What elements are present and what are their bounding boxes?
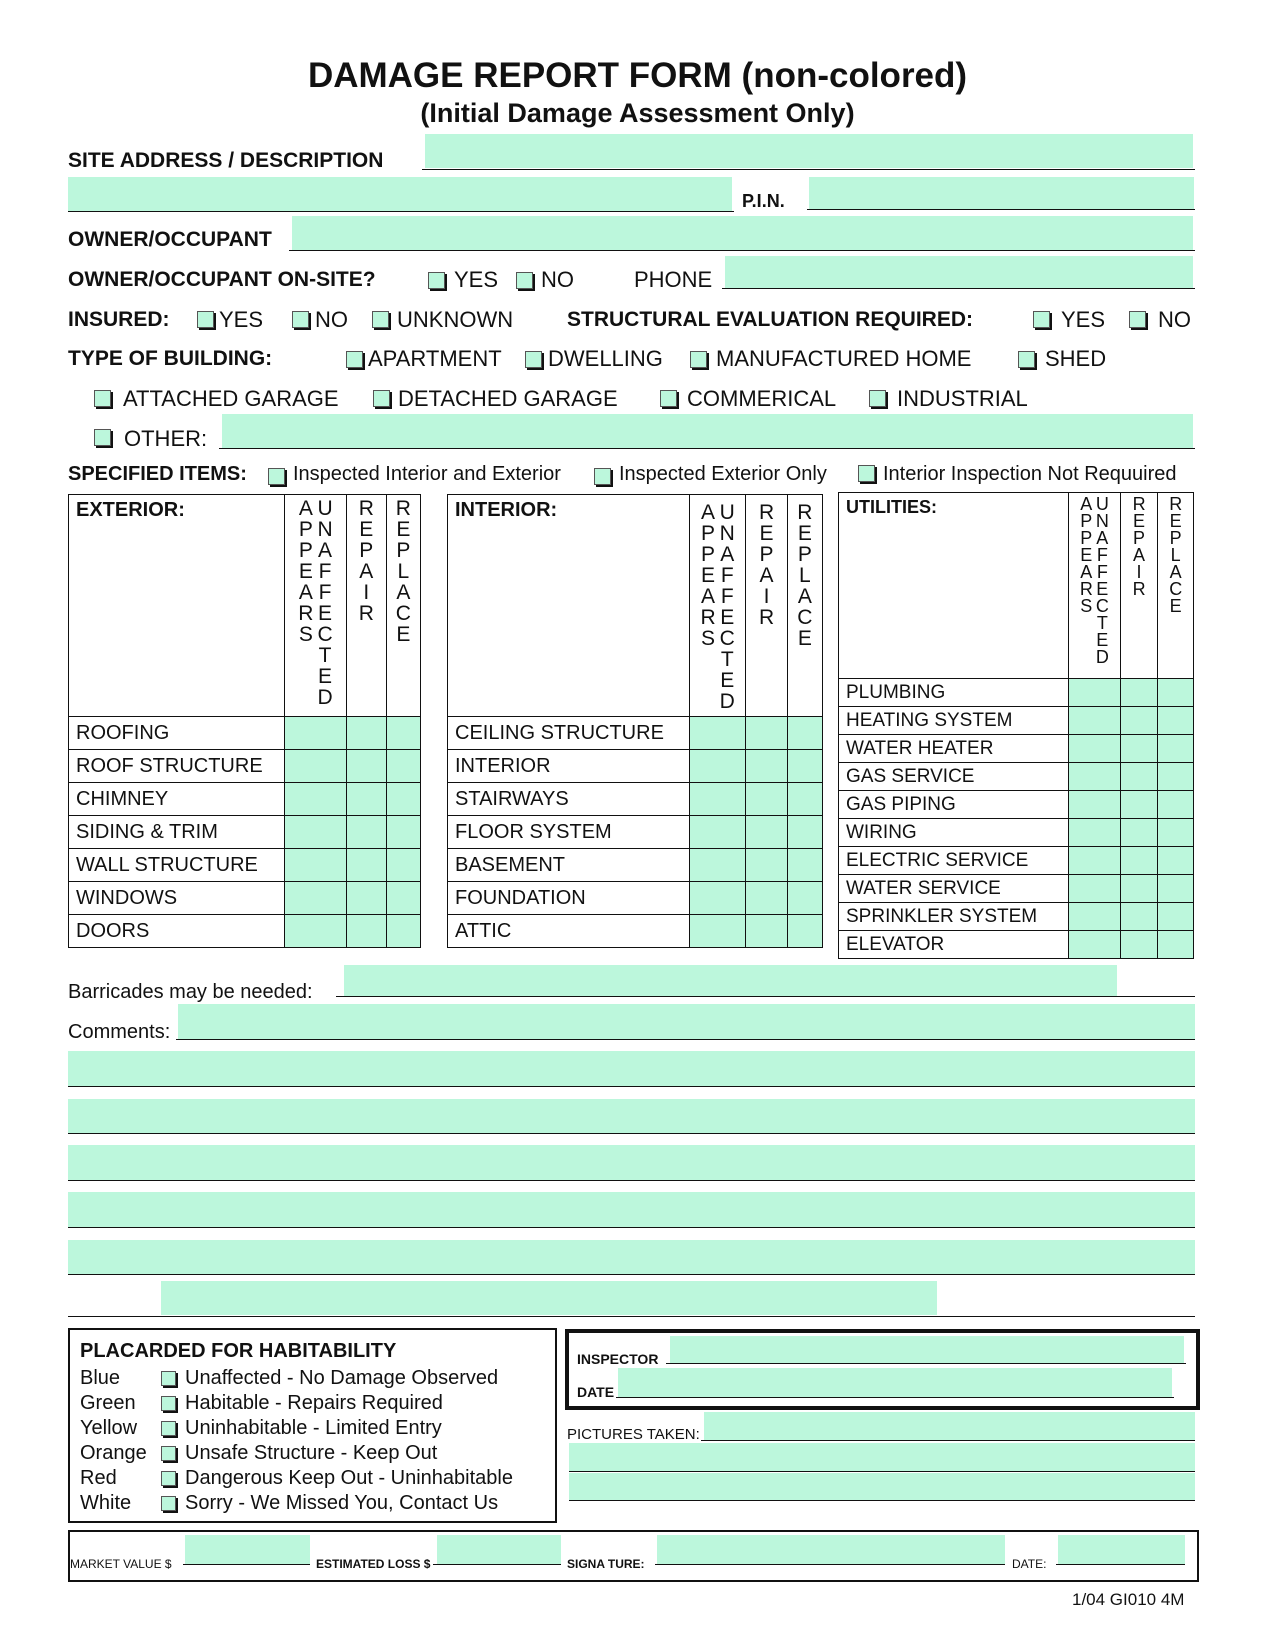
replace-cell[interactable]	[1158, 931, 1194, 959]
form-subtitle: (Initial Damage Assessment Only)	[420, 98, 855, 128]
pin-label: P.I.N.	[742, 191, 785, 211]
interior-item: FLOOR SYSTEM	[448, 816, 690, 849]
placard-color: Green	[80, 1392, 136, 1414]
repair-cell[interactable]	[746, 717, 787, 750]
manufactured-home-checkbox[interactable]	[690, 351, 707, 368]
attached-garage-label: ATTACHED GARAGE	[123, 386, 339, 411]
apartment-label: APARTMENT	[368, 346, 502, 371]
interior-item: FOUNDATION	[448, 882, 690, 915]
interior-item: CEILING STRUCTURE	[448, 717, 690, 750]
unaffected-cell[interactable]	[285, 783, 347, 816]
inspector-field[interactable]	[670, 1336, 1184, 1363]
repair-cell[interactable]	[1120, 819, 1158, 847]
repair-cell[interactable]	[1120, 679, 1158, 707]
industrial-label: INDUSTRIAL	[897, 386, 1028, 411]
exterior-item: ROOF STRUCTURE	[69, 750, 285, 783]
structural-no-label: NO	[1158, 307, 1191, 332]
unaffected-cell[interactable]	[285, 816, 347, 849]
dwelling-checkbox[interactable]	[525, 351, 542, 368]
replace-cell[interactable]	[386, 882, 420, 915]
replace-header: R E P L A C E	[787, 495, 822, 717]
insured-unknown-checkbox[interactable]	[372, 311, 389, 328]
unaffected-header: U N A F F E C T E D	[719, 501, 735, 713]
repair-cell[interactable]	[1120, 875, 1158, 903]
placard-color: Red	[80, 1467, 117, 1489]
replace-cell[interactable]	[1158, 707, 1194, 735]
shed-checkbox[interactable]	[1018, 351, 1035, 368]
manufactured-home-label: MANUFACTURED HOME	[716, 346, 972, 371]
placard-white-checkbox[interactable]	[161, 1496, 176, 1511]
repair-cell[interactable]	[346, 882, 386, 915]
building-type-label: TYPE OF BUILDING:	[68, 347, 273, 370]
phone-label: PHONE	[634, 267, 713, 292]
repair-cell[interactable]	[1120, 791, 1158, 819]
shed-label: SHED	[1045, 346, 1107, 371]
inspected-exterior-label: Inspected Exterior Only	[619, 463, 827, 485]
interior-item: STAIRWAYS	[448, 783, 690, 816]
onsite-no-label: NO	[541, 267, 574, 292]
repair-cell[interactable]	[1120, 763, 1158, 791]
placard-text: Dangerous Keep Out - Uninhabitable	[185, 1467, 513, 1489]
insured-no-label: NO	[315, 307, 348, 332]
repair-cell[interactable]	[346, 750, 386, 783]
utilities-item: ELECTRIC SERVICE	[839, 847, 1069, 875]
estimated-loss-label: ESTIMATED LOSS $	[316, 1557, 431, 1571]
market-value-label: MARKET VALUE $	[70, 1557, 172, 1571]
placard-heading: PLACARDED FOR HABITABILITY	[80, 1340, 397, 1362]
utilities-item: WATER SERVICE	[839, 875, 1069, 903]
placard-color: Orange	[80, 1442, 147, 1464]
placard-text: Unsafe Structure - Keep Out	[185, 1442, 438, 1464]
unaffected-cell[interactable]	[285, 717, 347, 750]
unaffected-cell[interactable]	[285, 849, 347, 882]
repair-cell[interactable]	[1120, 707, 1158, 735]
repair-cell[interactable]	[746, 783, 787, 816]
pictures-field-3[interactable]	[569, 1473, 1195, 1500]
replace-cell[interactable]	[386, 750, 420, 783]
unaffected-cell[interactable]	[689, 882, 745, 915]
utilities-item: ELEVATOR	[839, 931, 1069, 959]
replace-cell[interactable]	[1158, 763, 1194, 791]
replace-cell[interactable]	[1158, 819, 1194, 847]
exterior-item: WALL STRUCTURE	[69, 849, 285, 882]
repair-cell[interactable]	[346, 915, 386, 948]
interior-table	[447, 494, 823, 948]
repair-header: R E P A I R	[1120, 493, 1158, 679]
replace-cell[interactable]	[386, 816, 420, 849]
signature-field[interactable]	[657, 1535, 1005, 1564]
appears-unaffected-header	[689, 495, 745, 717]
structural-yes-checkbox[interactable]	[1033, 311, 1050, 328]
repair-cell[interactable]	[746, 849, 787, 882]
inspector-label: INSPECTOR	[577, 1351, 659, 1367]
replace-cell[interactable]	[787, 849, 822, 882]
replace-cell[interactable]	[787, 750, 822, 783]
replace-cell[interactable]	[1158, 847, 1194, 875]
replace-cell[interactable]	[1158, 875, 1194, 903]
placard-color: Yellow	[80, 1417, 138, 1439]
utilities-item: GAS SERVICE	[839, 763, 1069, 791]
pictures-field-2[interactable]	[569, 1443, 1195, 1471]
unaffected-cell[interactable]	[1068, 735, 1120, 763]
other-checkbox[interactable]	[94, 429, 111, 446]
insured-yes-label: YES	[219, 307, 264, 332]
replace-cell[interactable]	[386, 717, 420, 750]
industrial-checkbox[interactable]	[869, 390, 886, 407]
exterior-item: DOORS	[69, 915, 285, 948]
placard-text: Uninhabitable - Limited Entry	[185, 1417, 442, 1439]
pictures-field-1[interactable]	[704, 1412, 1195, 1440]
unaffected-cell[interactable]	[689, 783, 745, 816]
onsite-no-checkbox[interactable]	[516, 272, 533, 289]
interior-item: INTERIOR	[448, 750, 690, 783]
repair-cell[interactable]	[746, 750, 787, 783]
footer-date-label: DATE:	[1012, 1557, 1047, 1571]
appears-header: A P P E A R S	[1079, 494, 1093, 616]
placard-text: Sorry - We Missed You, Contact Us	[185, 1492, 499, 1514]
insured-unknown-label: UNKNOWN	[397, 307, 514, 332]
detached-garage-label: DETACHED GARAGE	[398, 386, 618, 411]
repair-cell[interactable]	[346, 849, 386, 882]
comments-field-3[interactable]	[68, 1099, 1195, 1133]
form-title: DAMAGE REPORT FORM (non-colored)	[307, 56, 968, 95]
placard-color: Blue	[80, 1367, 121, 1389]
replace-cell[interactable]	[1158, 903, 1194, 931]
repair-cell[interactable]	[1120, 931, 1158, 959]
utilities-item: HEATING SYSTEM	[839, 707, 1069, 735]
interior-item: BASEMENT	[448, 849, 690, 882]
market-value-field[interactable]	[185, 1535, 310, 1564]
replace-cell[interactable]	[386, 849, 420, 882]
repair-cell[interactable]	[746, 882, 787, 915]
unaffected-cell[interactable]	[1068, 679, 1120, 707]
exterior-table	[68, 494, 421, 948]
comments-field-2[interactable]	[68, 1051, 1195, 1086]
onsite-label: OWNER/OCCUPANT ON-SITE?	[68, 268, 376, 291]
utilities-item: SPRINKLER SYSTEM	[839, 903, 1069, 931]
replace-cell[interactable]	[1158, 791, 1194, 819]
barricades-field[interactable]	[344, 965, 1117, 996]
detached-garage-checkbox[interactable]	[373, 390, 390, 407]
unaffected-cell[interactable]	[285, 915, 347, 948]
placard-green-checkbox[interactable]	[161, 1396, 176, 1411]
appears-unaffected-header	[285, 495, 347, 717]
utilities-item: WATER HEATER	[839, 735, 1069, 763]
replace-cell[interactable]	[386, 915, 420, 948]
signature-label: SIGNA TURE:	[567, 1557, 645, 1571]
unaffected-header: U N A F F E C T E D	[1095, 494, 1109, 667]
repair-cell[interactable]	[1120, 903, 1158, 931]
placard-orange-checkbox[interactable]	[161, 1446, 176, 1461]
comments-field-5[interactable]	[68, 1192, 1195, 1227]
specified-items-label: SPECIFIED ITEMS:	[68, 463, 247, 485]
apartment-checkbox[interactable]	[346, 351, 363, 368]
onsite-yes-label: YES	[454, 267, 499, 292]
other-field[interactable]	[222, 414, 1193, 448]
repair-cell[interactable]	[346, 816, 386, 849]
exterior-item: SIDING & TRIM	[69, 816, 285, 849]
exterior-item: CHIMNEY	[69, 783, 285, 816]
unaffected-cell[interactable]	[1068, 903, 1120, 931]
placard-text: Unaffected - No Damage Observed	[185, 1367, 499, 1389]
structural-yes-label: YES	[1061, 307, 1106, 332]
inspector-date-label: DATE	[577, 1384, 615, 1400]
replace-cell[interactable]	[787, 816, 822, 849]
replace-cell[interactable]	[1158, 735, 1194, 763]
replace-cell[interactable]	[386, 783, 420, 816]
replace-cell[interactable]	[787, 783, 822, 816]
utilities-heading: UTILITIES:	[839, 493, 1069, 679]
pin-field[interactable]	[809, 177, 1194, 209]
replace-cell[interactable]	[787, 882, 822, 915]
repair-cell[interactable]	[346, 717, 386, 750]
inspected-both-label: Inspected Interior and Exterior	[293, 463, 561, 485]
unaffected-cell[interactable]	[1068, 931, 1120, 959]
site-address-field[interactable]	[425, 134, 1193, 168]
structural-label: STRUCTURAL EVALUATION REQUIRED:	[567, 308, 973, 331]
unaffected-header: U N A F F E C T E D	[317, 497, 333, 709]
estimated-loss-field[interactable]	[437, 1535, 561, 1564]
replace-cell[interactable]	[787, 915, 822, 948]
inspected-both-checkbox[interactable]	[268, 468, 285, 485]
appears-header: A P P E A R S	[700, 501, 716, 650]
unaffected-cell[interactable]	[285, 882, 347, 915]
repair-header: R E P A I R	[346, 495, 386, 717]
phone-field[interactable]	[725, 256, 1193, 288]
appears-unaffected-header	[1068, 493, 1120, 679]
utilities-item: GAS PIPING	[839, 791, 1069, 819]
unaffected-cell[interactable]	[1068, 763, 1120, 791]
footer-date-field[interactable]	[1058, 1535, 1185, 1564]
placard-text: Habitable - Repairs Required	[185, 1392, 443, 1414]
placard-blue-checkbox[interactable]	[161, 1371, 176, 1386]
unaffected-cell[interactable]	[285, 750, 347, 783]
insured-label: INSURED:	[68, 308, 170, 331]
unaffected-cell[interactable]	[1068, 791, 1120, 819]
repair-cell[interactable]	[1120, 735, 1158, 763]
unaffected-cell[interactable]	[689, 717, 745, 750]
utilities-item: WIRING	[839, 819, 1069, 847]
replace-cell[interactable]	[787, 717, 822, 750]
comments-field-7[interactable]	[161, 1281, 937, 1315]
unaffected-cell[interactable]	[1068, 847, 1120, 875]
exterior-item: ROOFING	[69, 717, 285, 750]
comments-field-4[interactable]	[68, 1145, 1195, 1180]
onsite-yes-checkbox[interactable]	[428, 272, 445, 289]
commercial-checkbox[interactable]	[660, 390, 677, 407]
placard-color: White	[80, 1492, 132, 1514]
replace-header: R E P L A C E	[1158, 493, 1194, 679]
unaffected-cell[interactable]	[1068, 707, 1120, 735]
unaffected-cell[interactable]	[689, 816, 745, 849]
barricades-label: Barricades may be needed:	[68, 981, 313, 1003]
exterior-item: WINDOWS	[69, 882, 285, 915]
interior-not-required-checkbox[interactable]	[858, 465, 875, 482]
structural-no-checkbox[interactable]	[1129, 311, 1146, 328]
replace-cell[interactable]	[1158, 679, 1194, 707]
pictures-label: PICTURES TAKEN:	[567, 1426, 700, 1443]
interior-not-required-label: Interior Inspection Not Requuired	[883, 463, 1177, 485]
repair-cell[interactable]	[746, 816, 787, 849]
repair-header: R E P A I R	[746, 495, 787, 717]
inspector-date-field[interactable]	[618, 1368, 1172, 1397]
inspected-exterior-checkbox[interactable]	[594, 468, 611, 485]
site-address-label: SITE ADDRESS / DESCRIPTION	[68, 149, 384, 172]
repair-cell[interactable]	[746, 915, 787, 948]
exterior-heading: EXTERIOR:	[69, 495, 285, 717]
insured-no-checkbox[interactable]	[292, 311, 309, 328]
placard-red-checkbox[interactable]	[161, 1471, 176, 1486]
owner-label: OWNER/OCCUPANT	[68, 228, 272, 251]
unaffected-cell[interactable]	[689, 750, 745, 783]
placard-yellow-checkbox[interactable]	[161, 1421, 176, 1436]
site-address-field-2[interactable]	[68, 177, 732, 211]
interior-heading: INTERIOR:	[448, 495, 690, 717]
unaffected-cell[interactable]	[689, 915, 745, 948]
owner-field[interactable]	[292, 216, 1193, 250]
comments-field-1[interactable]	[178, 1004, 1195, 1039]
insured-yes-checkbox[interactable]	[197, 311, 214, 328]
dwelling-label: DWELLING	[548, 346, 663, 371]
repair-cell[interactable]	[1120, 847, 1158, 875]
unaffected-cell[interactable]	[1068, 819, 1120, 847]
unaffected-cell[interactable]	[1068, 875, 1120, 903]
replace-header: R E P L A C E	[386, 495, 420, 717]
appears-header: A P P E A R S	[298, 497, 314, 646]
utilities-item: PLUMBING	[839, 679, 1069, 707]
form-code: 1/04 GI010 4M	[1072, 1590, 1185, 1609]
comments-label: Comments:	[68, 1021, 171, 1043]
utilities-table	[838, 492, 1194, 959]
repair-cell[interactable]	[346, 783, 386, 816]
interior-item: ATTIC	[448, 915, 690, 948]
comments-field-6[interactable]	[68, 1240, 1195, 1274]
attached-garage-checkbox[interactable]	[94, 390, 111, 407]
other-label: OTHER:	[124, 426, 208, 451]
commercial-label: COMMERICAL	[687, 386, 837, 411]
unaffected-cell[interactable]	[689, 849, 745, 882]
